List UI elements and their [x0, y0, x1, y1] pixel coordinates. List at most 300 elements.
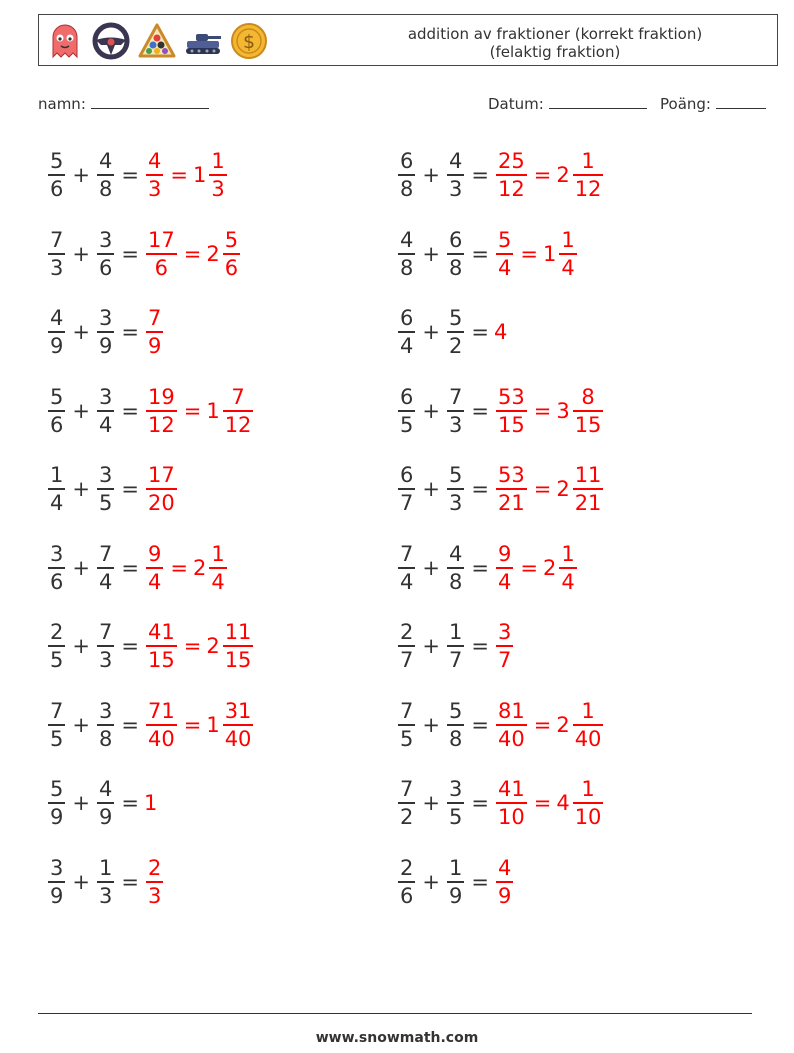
fraction-bar: [97, 253, 114, 255]
numerator: 1: [98, 855, 113, 880]
denominator: 9: [50, 334, 64, 358]
answer-equals-sign: =: [183, 712, 202, 737]
denominator: 12: [574, 177, 602, 201]
denominator: 8: [448, 569, 463, 594]
answer-equals-sign: =: [533, 712, 552, 737]
steering-wheel-icon: [91, 21, 131, 61]
addend-fraction: [97, 306, 114, 358]
plus-sign: +: [72, 241, 90, 266]
answer: [494, 228, 579, 280]
denominator: 20: [147, 491, 175, 515]
problem-row: [396, 302, 508, 362]
mixed-fraction: [209, 149, 226, 201]
title-line-1: addition av fraktioner (korrekt fraktion): [407, 25, 703, 43]
fraction-bar: [97, 410, 114, 412]
answer-equals-sign: =: [533, 791, 552, 815]
fraction-bar: [209, 174, 226, 176]
numerator: 4: [98, 149, 113, 173]
answer-fraction: [146, 306, 163, 358]
plus-sign: +: [72, 634, 90, 658]
mixed-fraction: [573, 463, 604, 515]
addend-fraction: [447, 385, 464, 437]
answer: [494, 620, 515, 672]
numerator: 81: [497, 698, 525, 723]
answer: [144, 463, 179, 515]
fraction-bar: [48, 724, 65, 726]
fraction-bar: [573, 488, 604, 490]
fraction-bar: [146, 488, 177, 490]
numerator: 1: [561, 227, 575, 252]
denominator: 3: [448, 412, 463, 437]
denominator: 8: [448, 726, 463, 751]
denominator: 6: [50, 412, 64, 437]
fraction-bar: [559, 567, 576, 569]
fraction-bar: [48, 174, 65, 176]
denominator: 6: [98, 255, 113, 280]
addend-fraction: [48, 463, 65, 515]
fraction-bar: [146, 253, 177, 255]
denominator: 3: [211, 177, 225, 201]
name-blank[interactable]: [91, 94, 209, 109]
denominator: 4: [98, 412, 113, 437]
denominator: 3: [147, 177, 162, 201]
denominator: 5: [400, 412, 414, 437]
addend-fraction: [97, 542, 114, 594]
equals-sign: =: [471, 241, 489, 266]
worksheet-title: [339, 25, 771, 61]
mixed-fraction: [223, 699, 254, 751]
fraction-bar: [48, 331, 65, 333]
addend-fraction: [48, 777, 65, 829]
answer-equals-sign: =: [183, 398, 202, 423]
numerator: 53: [497, 463, 525, 487]
equals-sign: =: [471, 163, 489, 187]
icon-strip: [45, 21, 269, 61]
numerator: 1: [561, 541, 575, 566]
answer-fraction: [146, 620, 177, 672]
score-label: Poäng:: [660, 95, 711, 113]
answer: [144, 791, 158, 815]
denominator: 7: [400, 491, 414, 515]
numerator: 4: [50, 306, 64, 330]
numerator: 9: [497, 541, 512, 566]
numerator: 41: [497, 777, 525, 801]
answer-fraction: [496, 463, 527, 515]
plus-sign: +: [422, 634, 440, 658]
equals-sign: =: [121, 241, 139, 266]
mixed-fraction: [559, 228, 576, 280]
numerator: 6: [448, 227, 463, 252]
mixed-fraction: [223, 228, 240, 280]
addend-fraction: [97, 856, 114, 908]
numerator: 1: [211, 149, 225, 173]
denominator: 4: [211, 569, 225, 594]
plus-sign: +: [72, 791, 90, 815]
numerator: 5: [50, 384, 64, 409]
numerator: 11: [574, 463, 602, 487]
addend-fraction: [97, 699, 114, 751]
problem-row: [396, 616, 515, 676]
equals-sign: =: [121, 398, 139, 423]
answer-fraction: [146, 699, 177, 751]
numerator: 53: [497, 384, 525, 409]
mixed-fraction: [209, 542, 226, 594]
plus-sign: +: [422, 241, 440, 266]
addend-fraction: [97, 385, 114, 437]
plus-sign: +: [72, 555, 90, 580]
fraction-bar: [398, 802, 415, 804]
name-field: [38, 94, 209, 113]
fraction-bar: [48, 645, 65, 647]
denominator: 15: [224, 648, 252, 672]
mixed-whole: 1: [542, 241, 557, 266]
problem-row: [46, 616, 255, 676]
numerator: 17: [147, 463, 175, 487]
fraction-bar: [398, 567, 415, 569]
fraction-bar: [496, 174, 527, 176]
denominator: 10: [497, 805, 525, 829]
answer-fraction: [496, 149, 527, 201]
denominator: 8: [400, 255, 414, 280]
numerator: 5: [50, 777, 64, 801]
addend-fraction: [447, 856, 464, 908]
denominator: 6: [50, 569, 64, 594]
answer-equals-sign: =: [520, 555, 538, 580]
denominator: 9: [98, 334, 113, 358]
addend-fraction: [97, 777, 114, 829]
plus-sign: +: [422, 555, 440, 580]
mixed-fraction: [223, 620, 254, 672]
addend-fraction: [48, 542, 65, 594]
addend-fraction: [447, 620, 464, 672]
answer-fraction: [496, 228, 513, 280]
numerator: 3: [448, 777, 463, 801]
numerator: 4: [448, 149, 463, 173]
denominator: 5: [98, 491, 113, 515]
equals-sign: =: [471, 398, 489, 423]
equals-sign: =: [121, 634, 139, 658]
denominator: 7: [400, 648, 414, 672]
numerator: 3: [98, 227, 113, 252]
addend-fraction: [447, 306, 464, 358]
addend-fraction: [398, 856, 415, 908]
score-blank[interactable]: [716, 94, 766, 109]
denominator: 6: [224, 255, 239, 280]
denominator: 21: [574, 491, 602, 515]
fraction-bar: [559, 253, 576, 255]
denominator: 9: [147, 334, 162, 358]
equals-sign: =: [121, 163, 139, 187]
numerator: 1: [581, 777, 595, 801]
answer-equals-sign: =: [520, 241, 538, 266]
numerator: 4: [147, 149, 162, 173]
answer-fraction: [496, 542, 513, 594]
answer-equals-sign: =: [183, 634, 202, 658]
numerator: 4: [448, 541, 463, 566]
fraction-bar: [97, 645, 114, 647]
plus-sign: +: [72, 712, 90, 737]
numerator: 3: [98, 384, 113, 409]
mixed-whole: 2: [556, 712, 570, 737]
fraction-bar: [573, 802, 604, 804]
equals-sign: =: [121, 791, 139, 815]
numerator: 31: [224, 698, 252, 723]
denominator: 9: [98, 805, 113, 829]
mixed-fraction: [573, 385, 604, 437]
answer-fraction: [496, 856, 513, 908]
mixed-fraction: [573, 149, 604, 201]
plus-sign: +: [422, 477, 440, 501]
answer-fraction: [146, 228, 177, 280]
plus-sign: +: [72, 163, 90, 187]
fraction-bar: [447, 567, 464, 569]
denominator: 5: [50, 648, 64, 672]
numerator: 8: [581, 384, 595, 409]
denominator: 4: [98, 569, 113, 594]
addend-fraction: [398, 149, 415, 201]
answer-fraction: [496, 620, 513, 672]
problem-row: [46, 773, 158, 833]
problem-row: [46, 381, 255, 441]
fraction-bar: [146, 174, 163, 176]
plus-sign: +: [422, 791, 440, 815]
numerator: 1: [211, 541, 225, 566]
numerator: 5: [448, 698, 463, 723]
fraction-bar: [209, 567, 226, 569]
mixed-whole: 1: [206, 712, 220, 737]
mixed-whole: 2: [542, 555, 557, 580]
problem-row: [396, 381, 605, 441]
plus-sign: +: [72, 477, 90, 501]
denominator: 3: [98, 648, 113, 672]
problem-row: [396, 145, 605, 205]
answer-fraction: [146, 385, 177, 437]
svg-text:$: $: [242, 31, 256, 53]
denominator: 4: [497, 255, 512, 280]
addend-fraction: [48, 149, 65, 201]
plus-sign: +: [422, 869, 440, 894]
denominator: 40: [224, 726, 252, 751]
date-blank[interactable]: [549, 94, 647, 109]
answer: [494, 463, 605, 515]
addend-fraction: [398, 777, 415, 829]
plus-sign: +: [72, 398, 90, 423]
fraction-bar: [398, 331, 415, 333]
addend-fraction: [48, 306, 65, 358]
numerator: 1: [448, 620, 463, 644]
footer-url: www.snowmath.com: [315, 1030, 479, 1046]
fraction-bar: [447, 488, 464, 490]
answer-fraction: [496, 777, 527, 829]
numerator: 6: [400, 463, 414, 487]
equals-sign: =: [471, 712, 489, 737]
plus-sign: +: [422, 398, 440, 423]
fraction-bar: [398, 645, 415, 647]
numerator: 7: [448, 384, 463, 409]
equals-sign: =: [121, 320, 139, 344]
answer: [144, 620, 255, 672]
fraction-bar: [496, 567, 513, 569]
answer-equals-sign: =: [170, 555, 188, 580]
addend-fraction: [447, 699, 464, 751]
mixed-whole: 2: [556, 163, 570, 187]
numerator: 3: [497, 620, 512, 644]
numerator: 2: [400, 855, 414, 880]
addend-fraction: [398, 620, 415, 672]
fraction-bar: [398, 881, 415, 883]
fraction-bar: [48, 881, 65, 883]
fraction-bar: [97, 331, 114, 333]
denominator: 7: [448, 648, 463, 672]
plus-sign: +: [422, 320, 440, 344]
denominator: 4: [561, 569, 575, 594]
numerator: 1: [581, 149, 595, 173]
numerator: 3: [98, 463, 113, 487]
denominator: 8: [400, 177, 414, 201]
denominator: 2: [448, 334, 463, 358]
denominator: 15: [497, 412, 525, 437]
denominator: 9: [448, 883, 463, 908]
fraction-bar: [48, 567, 65, 569]
problem-row: [396, 852, 515, 912]
fraction-bar: [447, 174, 464, 176]
answer-equals-sign: =: [533, 398, 552, 423]
numerator: 9: [147, 541, 162, 566]
problem-row: [46, 224, 242, 284]
numerator: 71: [147, 698, 175, 723]
ghost-icon: [45, 21, 85, 61]
fraction-bar: [447, 410, 464, 412]
answer-fraction: [496, 385, 527, 437]
denominator: 4: [147, 569, 162, 594]
numerator: 5: [497, 227, 512, 252]
addend-fraction: [447, 228, 464, 280]
fraction-bar: [447, 802, 464, 804]
denominator: 15: [574, 412, 602, 437]
problem-row: [46, 302, 165, 362]
equals-sign: =: [121, 712, 139, 737]
mixed-whole: 2: [192, 555, 207, 580]
numerator: 25: [497, 149, 525, 173]
fraction-bar: [146, 645, 177, 647]
numerator: 6: [400, 306, 414, 330]
fraction-bar: [573, 410, 604, 412]
fraction-bar: [496, 724, 527, 726]
denominator: 3: [448, 177, 463, 201]
date-field: [488, 94, 647, 113]
fraction-bar: [48, 488, 65, 490]
denominator: 12: [497, 177, 525, 201]
problem-row: [46, 538, 229, 598]
denominator: 9: [50, 883, 64, 908]
problem-row: [396, 538, 579, 598]
fraction-bar: [146, 724, 177, 726]
answer: [494, 777, 605, 829]
problem-row: [396, 695, 605, 755]
fraction-bar: [398, 488, 415, 490]
denominator: 9: [50, 805, 64, 829]
equals-sign: =: [471, 320, 489, 344]
equals-sign: =: [471, 555, 489, 580]
addend-fraction: [48, 856, 65, 908]
numerator: 7: [98, 541, 113, 566]
denominator: 6: [154, 255, 169, 280]
title-line-2: (felaktig fraktion): [489, 43, 621, 61]
numerator: 4: [497, 855, 512, 880]
numerator: 3: [98, 698, 113, 723]
fraction-bar: [48, 253, 65, 255]
fraction-bar: [496, 881, 513, 883]
addend-fraction: [398, 228, 415, 280]
fraction-bar: [97, 174, 114, 176]
numerator: 3: [50, 855, 64, 880]
denominator: 5: [50, 726, 64, 751]
answer: [494, 385, 605, 437]
fraction-bar: [496, 410, 527, 412]
answer: [144, 699, 255, 751]
denominator: 3: [448, 491, 463, 515]
numerator: 2: [400, 620, 414, 644]
numerator: 7: [147, 306, 162, 330]
mixed-fraction: [559, 542, 576, 594]
answer: [144, 149, 229, 201]
answer-whole: 4: [493, 320, 508, 344]
fraction-bar: [398, 724, 415, 726]
denominator: 8: [98, 726, 113, 751]
numerator: 11: [224, 620, 252, 644]
addend-fraction: [398, 306, 415, 358]
answer: [494, 320, 508, 344]
fraction-bar: [48, 410, 65, 412]
denominator: 2: [400, 805, 414, 829]
mixed-whole: 3: [556, 398, 570, 423]
denominator: 40: [574, 726, 602, 751]
answer-equals-sign: =: [183, 241, 202, 266]
mixed-whole: 4: [556, 791, 570, 815]
answer-equals-sign: =: [533, 163, 552, 187]
plus-sign: +: [72, 320, 90, 344]
addend-fraction: [97, 228, 114, 280]
answer: [144, 856, 165, 908]
answer: [144, 306, 165, 358]
fraction-bar: [398, 410, 415, 412]
fraction-bar: [223, 410, 254, 412]
addend-fraction: [447, 463, 464, 515]
plus-sign: +: [422, 712, 440, 737]
addend-fraction: [398, 463, 415, 515]
answer-fraction: [496, 699, 527, 751]
numerator: 7: [50, 227, 64, 252]
fraction-bar: [398, 174, 415, 176]
fraction-bar: [496, 253, 513, 255]
fraction-bar: [48, 802, 65, 804]
fraction-bar: [97, 802, 114, 804]
numerator: 1: [50, 463, 64, 487]
problem-row: [46, 145, 229, 205]
equals-sign: =: [121, 555, 139, 580]
fraction-bar: [97, 881, 114, 883]
denominator: 5: [448, 805, 463, 829]
addend-fraction: [447, 149, 464, 201]
plus-sign: +: [72, 869, 90, 894]
fraction-bar: [223, 724, 254, 726]
denominator: 6: [50, 177, 64, 201]
numerator: 4: [400, 227, 414, 252]
billiard-rack-icon: [137, 21, 177, 61]
mixed-whole: 2: [556, 477, 570, 501]
fraction-bar: [398, 253, 415, 255]
answer-equals-sign: =: [170, 163, 188, 187]
